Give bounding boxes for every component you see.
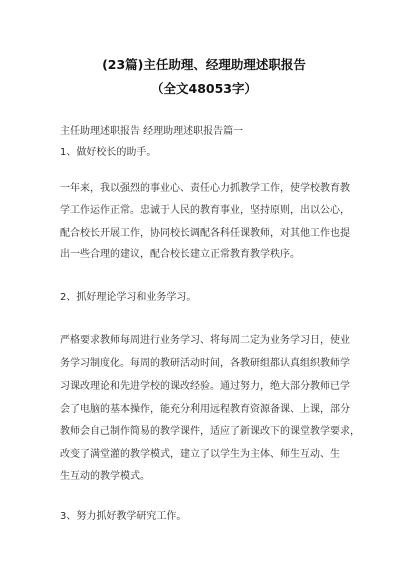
section-heading-1: 1、做好校长的助手。 <box>60 147 157 158</box>
section-heading-2: 2、抓好理论学习和业务学习。 <box>60 292 197 303</box>
paragraph-2-line: 教师会自己制作简易的教学课件，适应了新课改下的课堂教学要求， <box>60 426 360 437</box>
paragraph-2-line: 会了电脑的基本操作，能充分利用远程教育资源备课、上课，部分 <box>60 404 350 415</box>
paragraph-2-line: 习课改理论和先进学校的课改经验。通过努力，绝大部分教师已学 <box>60 381 350 392</box>
document-subtitle: （全文48053字） <box>151 81 257 96</box>
paragraph-1-line: 一年来，我以强烈的事业心、责任心力抓教学工作，使学校教育教 <box>60 183 350 194</box>
document-title: (23篇)主任助理、经理助理述职报告 <box>102 57 306 72</box>
section-heading-3: 3、努力抓好教学研究工作。 <box>60 511 187 522</box>
paragraph-2-line: 生互动的教学模式。 <box>60 471 150 482</box>
paragraph-1-line: 配合校长开展工作，协同校长调配各科任课教师，对其他工作也提 <box>60 228 350 239</box>
paragraph-2-line: 严格要求教师每周进行业务学习、将每周二定为业务学习日，使业 <box>60 335 350 346</box>
intro-line: 主任助理述职报告 经理助理述职报告篇一 <box>60 126 244 137</box>
paragraph-1-line: 学工作运作正常。忠诚于人民的教育事业，坚持原则，出以公心， <box>60 205 350 216</box>
paragraph-2-line: 务学习制度化。每周的教研活动时间，各教研组都认真组织教师学 <box>60 358 350 369</box>
paragraph-2-line: 改变了满堂灌的教学模式，建立了以学生为主体、师生互动、生 <box>60 449 340 460</box>
paragraph-1-line: 出一些合理的建议，配合校长建立正常教育教学秩序。 <box>60 249 300 260</box>
